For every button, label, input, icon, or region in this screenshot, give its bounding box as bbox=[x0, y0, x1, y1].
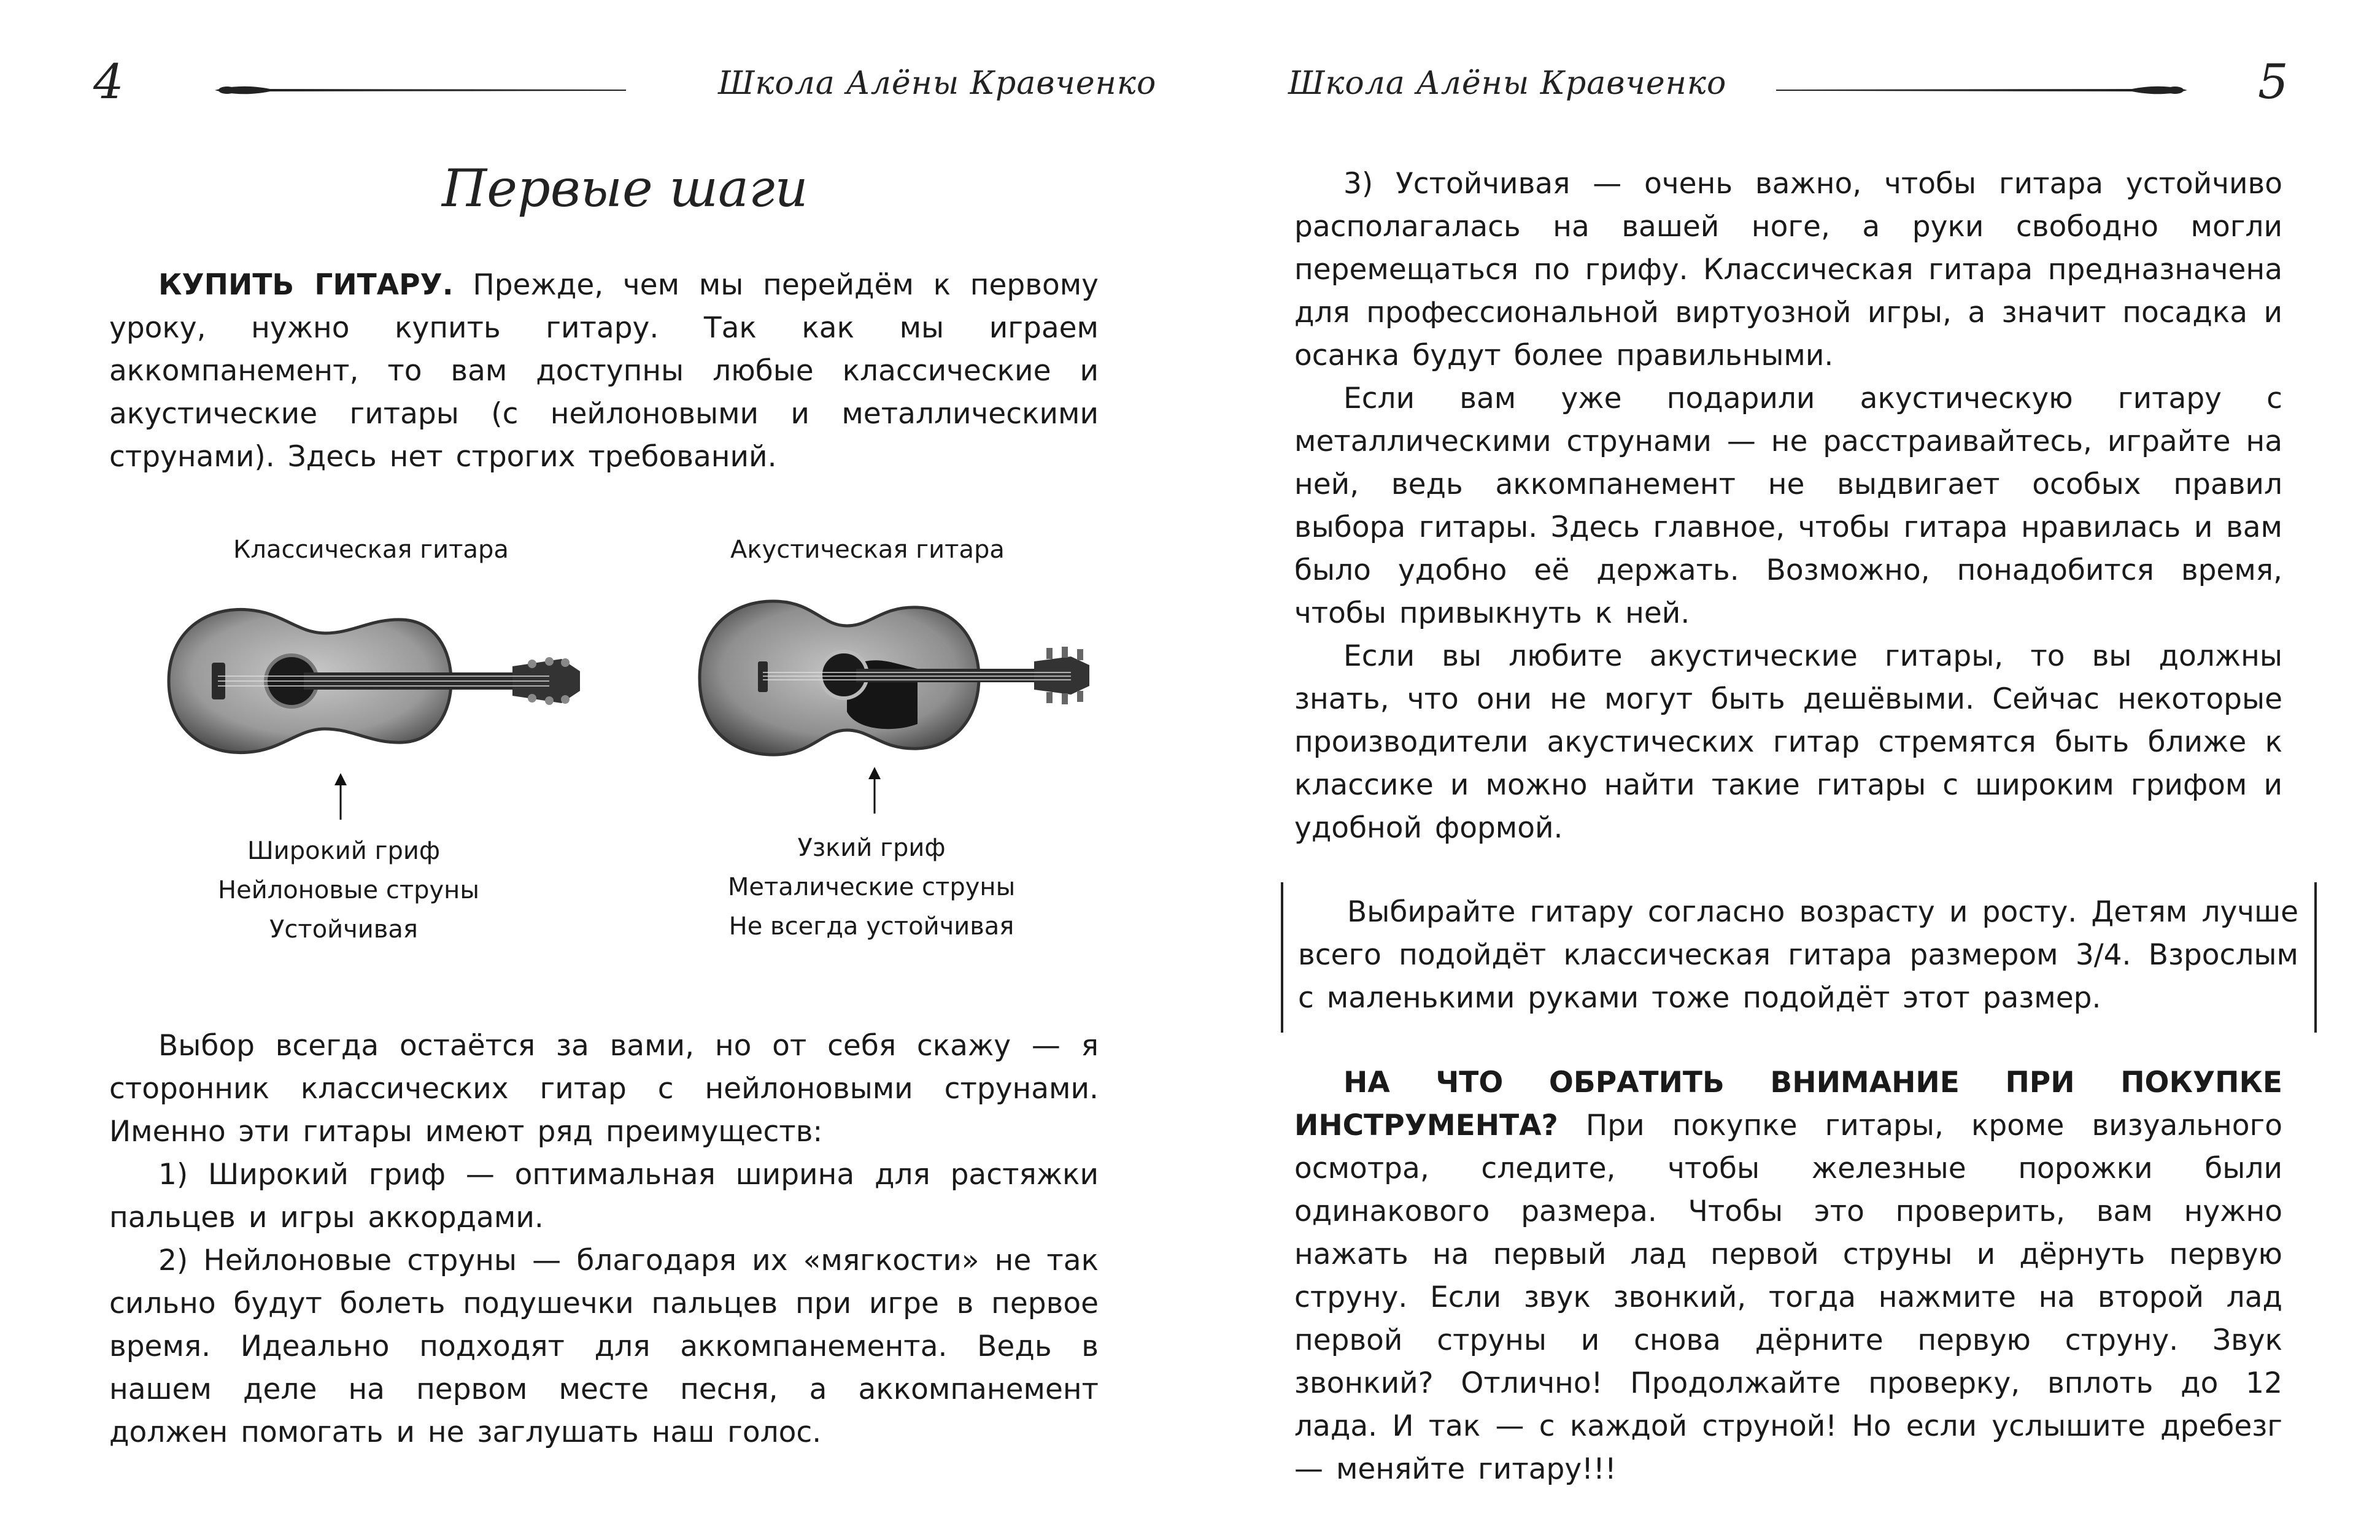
right-body-text bbox=[1294, 163, 2282, 850]
intro-block bbox=[109, 264, 1099, 479]
paragraph-wide-neck: 1) Широкий гриф — оптимальная ширина для растяжки пальцев и игры аккордами. bbox=[109, 1158, 1099, 1234]
size-note-text: Выбирайте гитару согласно возрасту и росту. Детям лучше всего подойдёт классическая гитара размером 3/4. Взрослым с маленькими руками тоже подойдёт этот размер. bbox=[1298, 895, 2298, 1015]
acoustic-feature-2: Металические струны bbox=[727, 873, 1016, 901]
chapter-title: Первые шаги bbox=[442, 158, 808, 218]
size-note-sidebar bbox=[1281, 882, 2317, 1033]
right-page bbox=[1190, 0, 2380, 1540]
paragraph-choice: Выбор всегда остаётся за вами, но от себя скажу — я сторонник классических гитар с нейлоновыми струнами. Именно эти гитары имеют ряд преимуществ: bbox=[109, 1029, 1099, 1149]
header-ornament-right bbox=[1770, 78, 2187, 102]
acoustic-guitar-icon bbox=[690, 589, 1102, 767]
classical-feature-list bbox=[218, 831, 479, 949]
header-ornament-left bbox=[215, 78, 632, 102]
classical-feature-1: Широкий гриф bbox=[247, 837, 441, 865]
acoustic-feature-3: Не всегда устойчивая bbox=[728, 912, 1014, 941]
check-section-heading: НА ЧТО ОБРАТИТЬ ВНИМАНИЕ ПРИ ПОКУПКЕ ИНСТРУМЕНТА? bbox=[1294, 1066, 2282, 1142]
paragraph-nylon-strings: 2) Нейлоновые струны — благодаря их «мягкости» не так сильно будут болеть подушечки пальцев при игре в первое время. Идеально подходят для аккомпанемента. Ведь в нашем деле на первом месте песня, а аккомпанемент должен помогать и не заглушать наш голос. bbox=[109, 1244, 1099, 1449]
intro-text: Прежде, чем мы перейдём к первому уроку, нужно купить гитару. Так как мы играем аккомпанемент, то вам доступны любые классические и акустические гитары (с нейлоновыми и металлическими струнами). Здесь нет строгих требований. bbox=[109, 268, 1099, 474]
classical-arrow-icon bbox=[331, 772, 350, 821]
running-title-right: Школа Алёны Кравченко bbox=[1288, 65, 1727, 102]
left-body-text bbox=[109, 1025, 1099, 1454]
page-number-left: 4 bbox=[93, 55, 124, 110]
paragraph-acoustic-gift: Если вам уже подарили акустическую гитару с металлическими струнами — не расстраивайтесь, играйте на ней, ведь аккомпанемент не выдвигает особых правил выбора гитары. Здесь главное, чтобы гитара нравилась и вам было удобно её держать. Возможно, понадобится время, чтобы привыкнуть к ней. bbox=[1294, 382, 2282, 630]
running-title-left: Школа Алёны Кравченко bbox=[718, 65, 1157, 102]
paragraph-acoustic-cost: Если вы любите акустические гитары, то вы должны знать, что они не могут быть дешёвыми. Сейчас некоторые производители акустических гитар стремятся быть ближе к классике и можно найти такие гитары с широким грифом и удобной формой. bbox=[1294, 639, 2282, 845]
check-section bbox=[1294, 1061, 2282, 1491]
check-section-text: При покупке гитары, кроме визуального осмотра, следите, чтобы железные порожки были одинакового размера. Чтобы это проверить, вам нужно нажать на первый лад первой струны и дёрнуть первую струну. Если звук звонкий, тогда нажмите на второй лад первой струны и снова дёрните первую струну. Звук звонкий? Отлично! Продолжайте проверку, вплоть до 12 лада. И так — с каждой струной! Но если услышите дребезг — меняйте гитару!!! bbox=[1294, 1109, 2282, 1486]
classical-feature-3: Устойчивая bbox=[269, 915, 418, 944]
classical-guitar-icon bbox=[156, 595, 586, 767]
acoustic-feature-list bbox=[724, 828, 1019, 946]
page-number-right: 5 bbox=[2258, 55, 2289, 110]
acoustic-arrow-icon bbox=[865, 766, 884, 815]
classical-guitar-label: Классическая гитара bbox=[233, 536, 509, 564]
intro-bold-lead: КУПИТЬ ГИТАРУ. bbox=[158, 268, 454, 302]
acoustic-feature-1: Узкий гриф bbox=[797, 834, 946, 862]
acoustic-guitar-label: Акустическая гитара bbox=[730, 536, 1005, 564]
classical-feature-2: Нейлоновые струны bbox=[218, 876, 479, 904]
size-note-text-block bbox=[1298, 891, 2298, 1020]
paragraph-stable: 3) Устойчивая — очень важно, чтобы гитара устойчиво располагалась на вашей ноге, а руки свободно могли перемещаться по грифу. Классическая гитара предназначена для профессиональной виртуозной игры, а значит посадка и осанка будут более правильными. bbox=[1294, 167, 2282, 372]
